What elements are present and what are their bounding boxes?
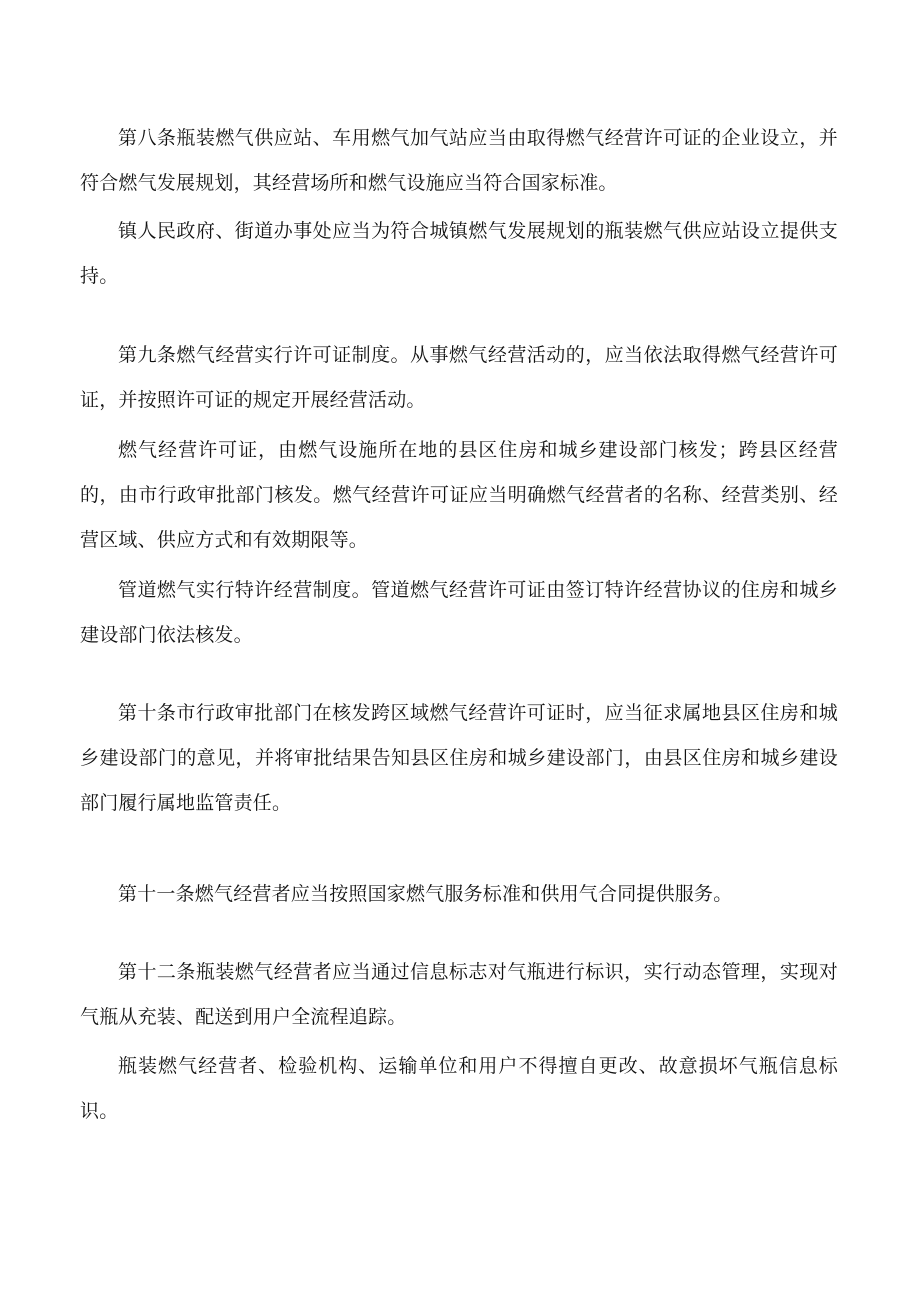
- paragraph-article-10: 第十条市行政审批部门在核发跨区域燃气经营许可证时，应当征求属地县区住房和城乡建设部门的意见，并将审批结果告知县区住房和城乡建设部门，由县区住房和城乡建设部门履行属地监管责任。: [80, 702, 838, 814]
- paragraph-article-9: 第九条燃气经营实行许可证制度。从事燃气经营活动的，应当依法取得燃气经营许可证，并按照许可证的规定开展经营活动。: [80, 344, 838, 411]
- paragraph-article-8-support: 镇人民政府、街道办事处应当为符合城镇燃气发展规划的瓶装燃气供应站设立提供支持。: [80, 220, 838, 287]
- paragraph-article-8: 第八条瓶装燃气供应站、车用燃气加气站应当由取得燃气经营许可证的企业设立，并符合燃气发展规划，其经营场所和燃气设施应当符合国家标准。: [80, 127, 838, 194]
- paragraph-article-12: 第十二条瓶装燃气经营者应当通过信息标志对气瓶进行标识，实行动态管理，实现对气瓶从充装、配送到用户全流程追踪。: [80, 961, 838, 1028]
- paragraph-article-9-license: 燃气经营许可证，由燃气设施所在地的县区住房和城乡建设部门核发；跨县区经营的，由市行政审批部门核发。燃气经营许可证应当明确燃气经营者的名称、经营类别、经营区域、供应方式和有效期限等。: [80, 439, 838, 551]
- paragraph-article-9-pipeline: 管道燃气实行特许经营制度。管道燃气经营许可证由签订特许经营协议的住房和城乡建设部门依法核发。: [80, 579, 838, 646]
- paragraph-article-12-tamper: 瓶装燃气经营者、检验机构、运输单位和用户不得擅自更改、故意损坏气瓶信息标识。: [80, 1055, 838, 1122]
- paragraph-article-11: 第十一条燃气经营者应当按照国家燃气服务标准和供用气合同提供服务。: [118, 883, 733, 905]
